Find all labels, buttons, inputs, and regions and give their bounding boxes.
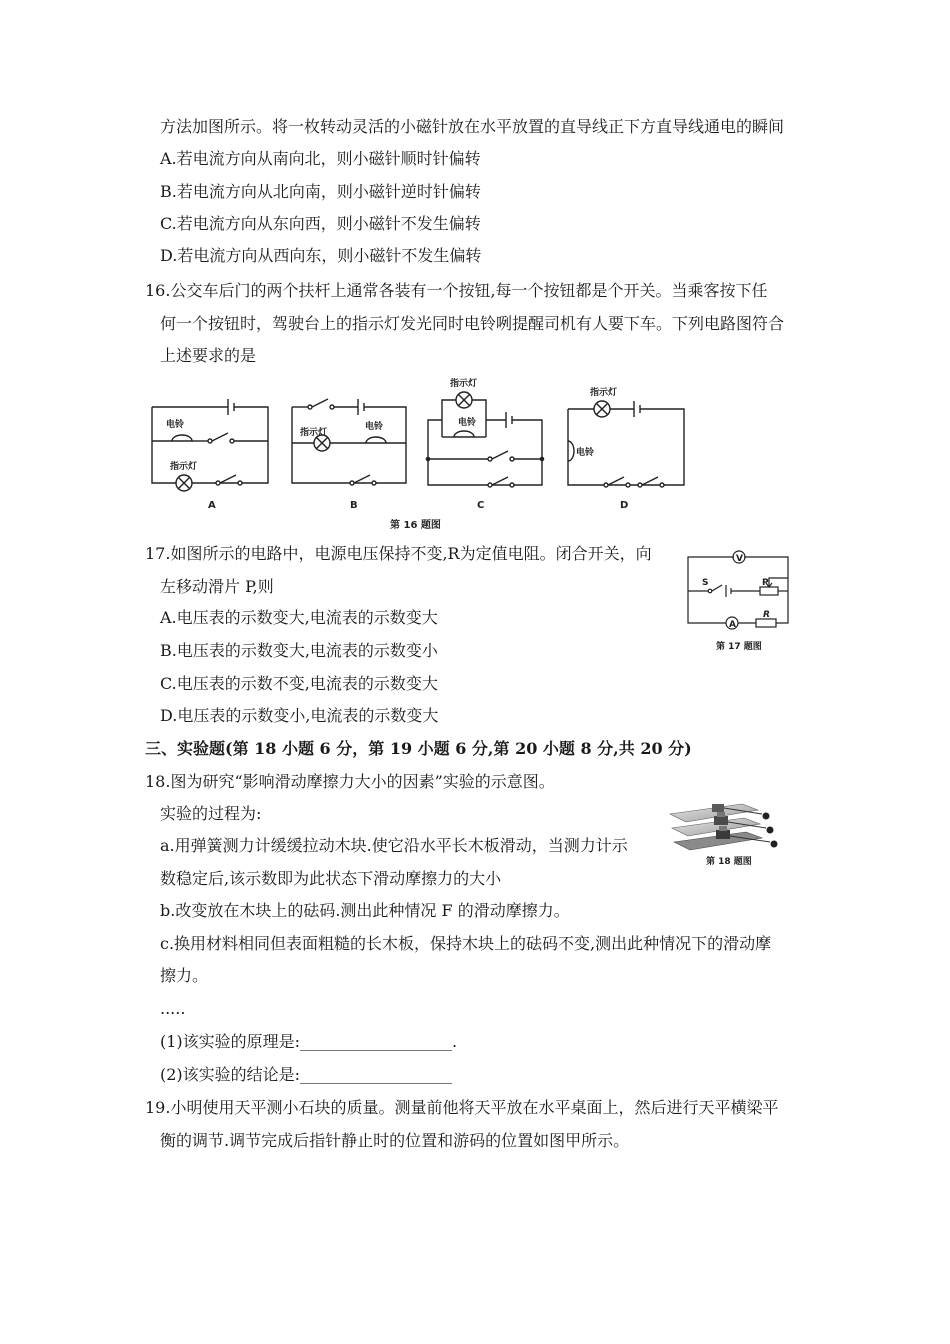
q16-circuit-figure <box>140 375 700 535</box>
q17-circuit-figure <box>680 545 800 660</box>
q18-line-3: a.用弹簧测力计缓缓拉动木块.使它沿水平长木板滑动，当测力计示 <box>160 836 628 855</box>
q18-experiment-figure <box>666 800 796 870</box>
q18-line-2: 实验的过程为: <box>160 804 262 823</box>
q17-option-a: A.电压表的示数变大,电流表的示数变大 <box>160 608 438 627</box>
q18-line-7: 擦力。 <box>160 966 209 985</box>
label-lamp-a: 指示灯 <box>170 462 198 472</box>
section-3-heading: 三、实验题(第 18 小题 6 分，第 19 小题 6 分,第 20 小题 8 分,共 20 分) <box>145 739 692 758</box>
label-bell-c: 电铃 <box>458 418 477 428</box>
q17-option-d: D.电压表的示数变小,电流表的示数变大 <box>160 706 439 725</box>
option-label-c: C <box>477 500 485 511</box>
q18-ellipsis: ..... <box>160 999 186 1018</box>
q15-continuation: 方法加图所示。将一枚转动灵活的小磁针放在水平放置的直导线正下方直导线通电的瞬间 <box>160 117 785 136</box>
q16-figure-caption: 第 16 题图 <box>390 520 441 531</box>
circuit-d <box>568 401 684 487</box>
q18-line-1: 18.图为研究“影响滑动摩擦力大小的因素”实验的示意图。 <box>145 772 555 791</box>
q15-option-d: D.若电流方向从西向东，则小磁针不发生偏转 <box>160 246 482 265</box>
q17-option-b: B.电压表的示数变大,电流表的示数变小 <box>160 641 438 660</box>
q18-line-4: 数稳定后,该示数即为此状态下滑动摩擦力的大小 <box>160 869 502 888</box>
q19-line-2: 衡的调节.调节完成后指针静止时的位置和游码的位置如图甲所示。 <box>160 1131 630 1150</box>
q18-blank-2: (2)该实验的结论是:___________________ <box>160 1065 453 1084</box>
option-label-b: B <box>350 500 358 511</box>
q17-figure-caption: 第 17 题图 <box>716 642 762 652</box>
q16-line-1: 16.公交车后门的两个扶杆上通常各装有一个按钮,每一个按钮都是个开关。当乘客按下任 <box>145 281 768 300</box>
ammeter-label: A <box>729 620 736 630</box>
voltmeter-label: V <box>736 554 743 564</box>
option-label-d: D <box>620 500 629 511</box>
switch-label: S <box>702 578 709 588</box>
q19-line-1: 19.小明使用天平测小石块的质量。测量前他将天平放在水平桌面上，然后进行天平横梁平 <box>145 1098 779 1117</box>
q17-line-1: 17.如图所示的电路中，电源电压保持不变,R为定值电阻。闭合开关，向 <box>145 544 652 563</box>
q16-line-2: 何一个按钮时，驾驶台上的指示灯发光同时电铃咧提醒司机有人要下车。下列电路图符合 <box>160 314 785 333</box>
q18-figure-caption: 第 18 题图 <box>706 857 752 867</box>
q15-option-c: C.若电流方向从东向西，则小磁针不发生偏转 <box>160 214 481 233</box>
q18-line-6: c.换用材料相同但表面粗糙的长木板，保持木块上的砝码不变,测出此种情况下的滑动摩 <box>160 934 772 953</box>
circuit-a <box>152 399 268 491</box>
q17-line-2: 左移动滑片 P,则 <box>160 577 274 596</box>
q17-option-c: C.电压表的示数不变,电流表的示数变大 <box>160 674 438 693</box>
label-lamp-c: 指示灯 <box>450 379 478 389</box>
q18-line-5: b.改变放在木块上的砝码.测出此种情况 F 的滑动摩擦力。 <box>160 901 570 920</box>
resistor-label: R <box>763 610 770 620</box>
circuit-c <box>426 392 543 487</box>
circuit-b <box>292 399 406 485</box>
q18-blank-1: (1)该实验的原理是:___________________. <box>160 1032 458 1051</box>
q15-option-a: A.若电流方向从南向北，则小磁针顺时针偏转 <box>160 149 481 168</box>
option-label-a: A <box>208 500 216 511</box>
label-lamp-b: 指示灯 <box>300 428 328 438</box>
label-lamp-d: 指示灯 <box>590 388 618 398</box>
label-bell-a: 电铃 <box>166 420 185 430</box>
slider-label: P <box>762 578 769 588</box>
q16-line-3: 上述要求的是 <box>160 346 257 365</box>
q15-option-b: B.若电流方向从北向南，则小磁针逆时针偏转 <box>160 182 481 201</box>
label-bell-b: 电铃 <box>365 422 384 432</box>
label-bell-d: 电铃 <box>576 448 595 458</box>
